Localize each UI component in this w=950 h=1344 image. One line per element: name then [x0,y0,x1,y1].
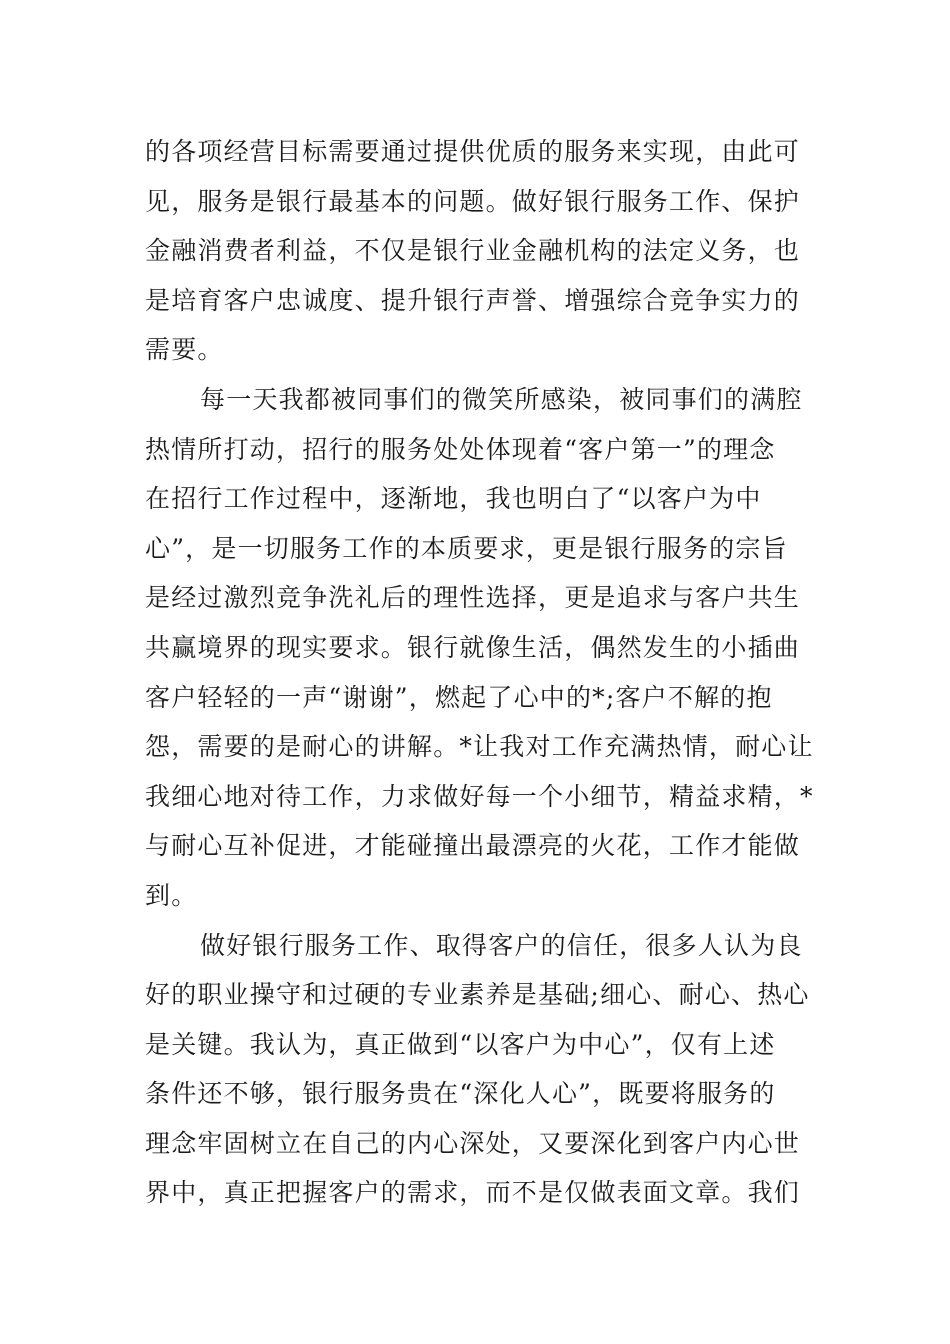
text-line: 热情所打动，招行的服务处处体现着“客户第一”的理念 [145,434,776,464]
document-body [145,127,815,1218]
text-line: 是经过激烈竞争洗礼后的理性选择，更是追求与客户共生 [145,583,801,613]
text-line: 怨，需要的是耐心的讲解。*让我对工作充满热情，耐心让 [145,732,814,762]
text-line: 金融消费者利益，不仅是银行业金融机构的法定义务，也 [145,236,801,266]
paragraph-first-line: 每一天我都被同事们的微笑所感染，被同事们的满腔 [200,384,803,414]
text-line: 心”，是一切服务工作的本质要求，更是银行服务的宗旨 [145,533,788,563]
text-line: 我细心地对待工作，力求做好每一个小细节，精益求精，* [145,781,814,811]
text-line: 客户轻轻的一声“谢谢”，燃起了心中的*;客户不解的抱 [145,682,773,712]
text-line: 到。 [145,880,198,910]
text-line: 需要。 [145,335,224,365]
text-line: 好的职业操守和过硬的专业素养是基础;细心、耐心、热心 [145,980,810,1010]
text-line: 是关键。我认为，真正做到“以客户为中心”，仅有上述 [145,1029,776,1059]
text-line: 理念牢固树立在自己的内心深处，又要深化到客户内心世 [145,1128,801,1158]
text-line: 见，服务是银行最基本的问题。做好银行服务工作、保护 [145,186,801,216]
text-line: 界中，真正把握客户的需求，而不是仅做表面文章。我们 [145,1178,801,1208]
text-line: 共赢境界的现实要求。银行就像生活，偶然发生的小插曲 [145,632,801,662]
text-line: 的各项经营目标需要通过提供优质的服务来实现，由此可 [145,137,801,166]
text-line: 是培育客户忠诚度、提升银行声誉、增强综合竞争实力的 [145,285,801,315]
paragraph-first-line: 做好银行服务工作、取得客户的信任，很多人认为良 [200,930,803,960]
text-line: 条件还不够，银行服务贵在“深化人心”，既要将服务的 [145,1079,776,1109]
text-line: 在招行工作过程中，逐渐地，我也明白了“以客户为中 [145,484,762,514]
text-line: 与耐心互补促进，才能碰撞出最漂亮的火花，工作才能做 [145,831,801,861]
